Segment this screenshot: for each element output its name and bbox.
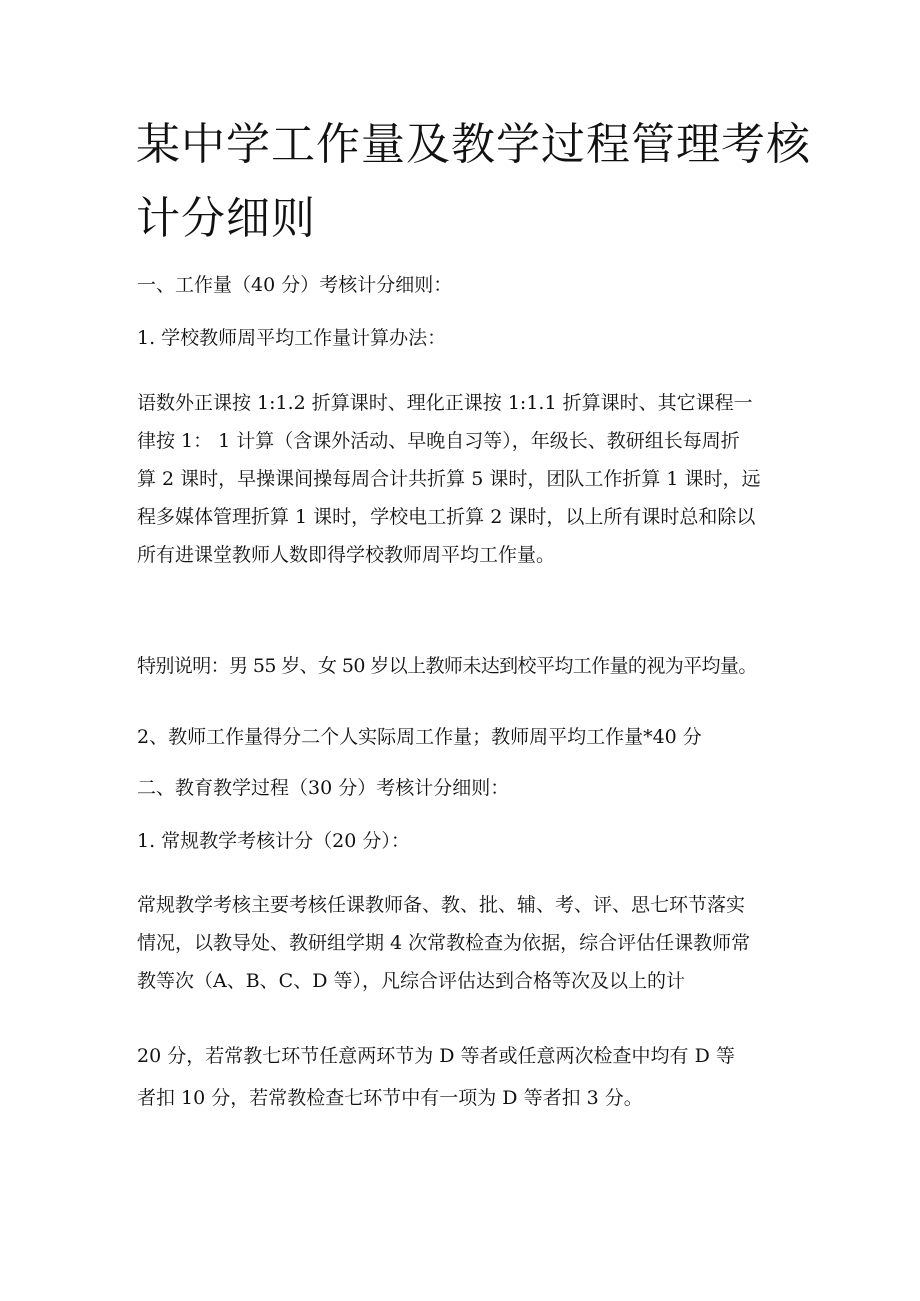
item-1-body-line: 律按 1： 1 计算（含课外活动、早晚自习等），年级长、教研组长每周折	[137, 430, 740, 452]
item-1-body-line: 算 2 课时，早操课间操每周合计共折算 5 课时，团队工作折算 1 课时，远	[137, 468, 761, 490]
item-3-body-line: 教等次（A、B、C、D 等），凡综合评估达到合格等次及以上的计	[137, 970, 685, 992]
section-1-heading: 一、工作量（40 分）考核计分细则：	[137, 274, 453, 296]
item-3-body-line: 常规教学考核主要考核任课教师备、教、批、辅、考、评、思七环节落实	[137, 894, 746, 916]
title-line-1: 某中学工作量及教学过程管理考核	[136, 119, 811, 170]
item-3-heading: 1. 常规教学考核计分（20 分）：	[137, 830, 410, 852]
document-title	[136, 108, 811, 256]
item-1-heading: 1. 学校教师周平均工作量计算办法：	[137, 327, 447, 349]
item-1-body-line: 语数外正课按 1:1.2 折算课时、理化正课按 1:1.1 折算课时、其它课程一	[137, 392, 753, 414]
item-3-body-continued	[137, 1035, 787, 1119]
item-3-body-line: 情况，以教导处、教研组学期 4 次常教检查为依据，综合评估任课教师常	[137, 932, 751, 954]
item-1-body-line: 程多媒体管理折算 1 课时，学校电工折算 2 课时，以上所有课时总和除以	[137, 506, 756, 528]
item-3-tail-line: 20 分，若常教七环节任意两环节为 D 等者或任意两次检查中均有 D 等	[137, 1045, 735, 1067]
item-2: 2、教师工作量得分二个人实际周工作量；教师周平均工作量*40 分	[137, 726, 702, 748]
item-1-body-line: 所有进课堂教师人数即得学校教师周平均工作量。	[137, 544, 556, 566]
item-3-body	[137, 886, 787, 1000]
item-1-body	[137, 384, 787, 574]
title-line-2: 计分细则	[136, 193, 316, 244]
item-3-tail-line: 者扣 10 分，若常教检查七环节中有一项为 D 等者扣 3 分。	[137, 1087, 643, 1109]
section-2-heading: 二、教育教学过程（30 分）考核计分细则：	[137, 777, 510, 799]
special-note: 特别说明：男 55 岁、女 50 岁以上教师未达到校平均工作量的视为平均量。	[137, 655, 757, 677]
